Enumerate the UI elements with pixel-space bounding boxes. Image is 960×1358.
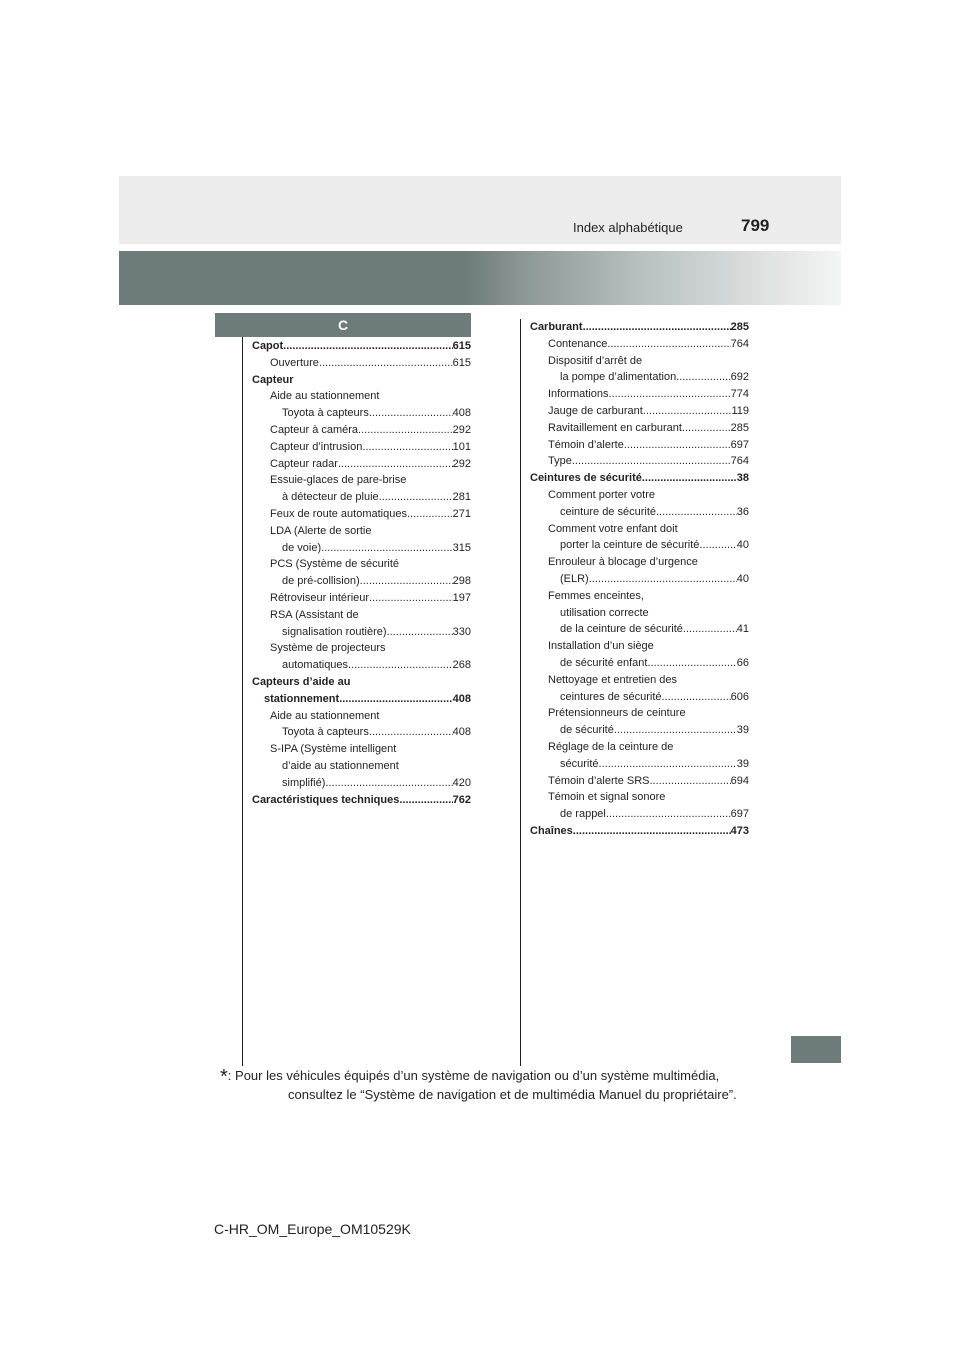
- index-entry: [530, 470, 749, 487]
- dot-leader: [642, 470, 737, 487]
- dot-leader: [572, 453, 731, 470]
- index-entry-label: de rappel: [560, 808, 606, 821]
- index-entry-label: Type: [548, 455, 572, 468]
- index-entry-page: 692: [730, 371, 749, 384]
- index-entry-page: 66: [736, 656, 749, 669]
- index-entry-label: Carburant: [530, 321, 583, 333]
- index-column-left: [252, 338, 471, 808]
- header-band: [119, 176, 841, 244]
- index-entry-page: 101: [452, 440, 471, 453]
- index-entry: [530, 336, 749, 353]
- gradient-band: [119, 251, 841, 305]
- index-entry: [530, 739, 749, 756]
- dot-leader: [379, 489, 453, 506]
- index-entry-label: Réglage de la ceinture de: [548, 740, 674, 753]
- index-entry-page: 694: [730, 774, 749, 787]
- index-entry-label: Témoin d’alerte SRS: [548, 774, 650, 787]
- index-entry-page: 774: [730, 388, 749, 401]
- index-entry-label: de pré-collision): [282, 575, 360, 588]
- index-entry-label: Caractéristiques techniques: [252, 793, 400, 806]
- index-entry-page: 420: [452, 776, 471, 789]
- index-entry-page: 119: [731, 404, 749, 417]
- index-entry-label: Capot: [252, 340, 284, 352]
- index-entry: [252, 556, 471, 573]
- index-entry-page: 39: [736, 757, 749, 770]
- index-entry: [252, 456, 471, 473]
- letter-heading: C: [215, 313, 471, 337]
- index-entry: [530, 353, 749, 370]
- index-entry-label: Informations: [548, 388, 609, 401]
- index-entry-page: 606: [730, 690, 749, 703]
- index-entry: [252, 792, 471, 809]
- index-entry-page: 762: [452, 793, 471, 806]
- dot-leader: [348, 657, 453, 674]
- index-entry-label: de sécurité enfant: [560, 656, 648, 669]
- index-entry-label: PCS (Système de sécurité: [270, 558, 399, 571]
- index-entry: [530, 521, 749, 538]
- dot-leader: [614, 722, 737, 739]
- index-entry-label: à détecteur de pluie: [282, 491, 379, 504]
- dot-leader: [573, 823, 731, 840]
- index-entry: [252, 506, 471, 523]
- index-entry-label: d’aide au stationnement: [282, 759, 399, 772]
- index-entry: [252, 338, 471, 355]
- index-entry-page: 298: [452, 575, 471, 588]
- index-entry: [530, 789, 749, 806]
- index-entry-label: S-IPA (Système intelligent: [270, 743, 397, 756]
- index-entry-page: 38: [736, 472, 749, 485]
- index-entry-label: Prétensionneurs de ceinture: [548, 707, 686, 720]
- index-entry: [252, 624, 471, 641]
- index-entry: [252, 741, 471, 758]
- index-entry: [252, 775, 471, 792]
- index-entry-label: (ELR): [560, 572, 589, 585]
- dot-leader: [650, 773, 731, 790]
- index-entry-label: porter la ceinture de sécurité: [560, 539, 700, 552]
- index-entry: [530, 571, 749, 588]
- index-entry: [530, 689, 749, 706]
- dot-leader: [283, 338, 452, 355]
- index-entry-label: Chaînes: [530, 824, 573, 837]
- section-title: Index alphabétique: [573, 220, 683, 235]
- index-entry: [530, 437, 749, 454]
- dot-leader: [387, 624, 453, 641]
- index-entry-label: Essuie-glaces de pare-brise: [270, 474, 407, 487]
- index-entry-page: 764: [730, 337, 749, 350]
- dot-leader: [339, 691, 452, 708]
- index-entry-page: 615: [452, 340, 471, 352]
- index-entry: [252, 724, 471, 741]
- index-entry-page: 408: [452, 692, 471, 705]
- index-entry: [530, 621, 749, 638]
- index-entry-page: 697: [730, 808, 749, 821]
- dot-leader: [624, 437, 731, 454]
- dot-leader: [360, 573, 453, 590]
- index-entry: [530, 319, 749, 336]
- index-entry-page: 292: [452, 423, 471, 436]
- index-entry: [530, 369, 749, 386]
- document-id: C-HR_OM_Europe_OM10529K: [214, 1221, 411, 1237]
- index-entry-page: 697: [730, 438, 749, 451]
- index-entry-label: Capteur d’intrusion: [270, 440, 363, 453]
- index-entry-label: Témoin et signal sonore: [548, 791, 666, 804]
- index-entry: [252, 590, 471, 607]
- index-entry: [252, 472, 471, 489]
- index-entry-page: 285: [730, 321, 749, 333]
- index-entry-label: utilisation correcte: [560, 606, 649, 619]
- index-entry-label: Système de projecteurs: [270, 642, 386, 655]
- dot-leader: [321, 540, 453, 557]
- index-entry-label: Ceintures de sécurité: [530, 472, 642, 485]
- dot-leader: [369, 405, 453, 422]
- dot-leader: [583, 319, 731, 336]
- index-entry-label: Comment votre enfant doit: [548, 522, 678, 535]
- dot-leader: [607, 336, 730, 353]
- index-entry: [530, 554, 749, 571]
- index-entry-label: signalisation routière): [282, 625, 387, 638]
- index-entry-label: Comment porter votre: [548, 488, 655, 501]
- dot-leader: [656, 504, 737, 521]
- index-entry: [530, 504, 749, 521]
- index-entry-page: 408: [452, 726, 471, 739]
- index-entry-label: de sécurité: [560, 724, 614, 737]
- chapter-side-tab: [791, 1036, 841, 1063]
- index-entry: [252, 640, 471, 657]
- index-entry-label: Toyota à capteurs: [282, 726, 369, 739]
- dot-leader: [325, 775, 452, 792]
- index-entry: [530, 386, 749, 403]
- index-entry: [530, 605, 749, 622]
- index-entry: [530, 823, 749, 840]
- index-entry-label: Enrouleur à blocage d’urgence: [548, 556, 698, 569]
- dot-leader: [606, 806, 731, 823]
- dot-leader: [647, 655, 736, 672]
- dot-leader: [589, 571, 737, 588]
- index-entry: [252, 708, 471, 725]
- index-entry: [252, 674, 471, 691]
- index-entry-label: Nettoyage et entretien des: [548, 673, 678, 686]
- index-entry-label: Aide au stationnement: [270, 390, 380, 403]
- index-entry-page: 330: [452, 625, 471, 638]
- index-column-right: [530, 319, 749, 840]
- index-entry-label: Aide au stationnement: [270, 709, 380, 722]
- index-entry: [252, 355, 471, 372]
- index-entry: [252, 573, 471, 590]
- dot-leader: [319, 355, 453, 372]
- index-entry: [252, 758, 471, 775]
- dot-leader: [399, 792, 452, 809]
- index-entry: [530, 453, 749, 470]
- index-entry: [530, 806, 749, 823]
- index-entry-label: Témoin d’alerte: [548, 438, 624, 451]
- index-entry-label: Femmes enceintes,: [548, 589, 644, 602]
- index-entry-label: de la ceinture de sécurité: [560, 623, 683, 636]
- index-entry-page: 271: [452, 507, 471, 520]
- index-entry-page: 615: [452, 356, 471, 369]
- dot-leader: [683, 621, 737, 638]
- index-entry-label: Capteur radar: [270, 457, 338, 470]
- index-entry: [530, 722, 749, 739]
- index-entry: [252, 405, 471, 422]
- index-entry: [530, 655, 749, 672]
- page-number: 799: [741, 216, 770, 235]
- dot-leader: [369, 590, 453, 607]
- index-entry-label: simplifié): [282, 776, 326, 789]
- index-entry-label: Ouverture: [270, 356, 319, 369]
- dot-leader: [362, 439, 452, 456]
- index-entry: [530, 403, 749, 420]
- index-entry-label: Dispositif d’arrêt de: [548, 354, 643, 367]
- index-entry: [530, 588, 749, 605]
- index-entry: [252, 691, 471, 708]
- index-entry: [530, 537, 749, 554]
- index-entry-label: Capteurs d’aide au: [252, 675, 351, 688]
- index-entry-page: 292: [452, 457, 471, 470]
- index-entry-page: 764: [730, 455, 749, 468]
- index-entry-label: Contenance: [548, 337, 608, 350]
- index-entry: [252, 489, 471, 506]
- dot-leader: [676, 369, 730, 386]
- index-entry-page: 40: [736, 539, 749, 552]
- index-entry: [530, 638, 749, 655]
- index-entry-page: 473: [730, 824, 749, 837]
- index-entry-page: 281: [452, 491, 471, 504]
- index-entry-page: 408: [452, 407, 471, 420]
- index-entry: [530, 756, 749, 773]
- index-entry-label: Feux de route automatiques: [270, 507, 407, 520]
- dot-leader: [609, 386, 731, 403]
- index-entry-page: 268: [452, 659, 471, 672]
- index-entry-label: sécurité: [560, 757, 599, 770]
- index-entry-page: 41: [736, 623, 749, 636]
- index-entry: [530, 773, 749, 790]
- index-entry: [252, 540, 471, 557]
- footnote-line-2: consultez le “Système de navigation et de multimédia Manuel du propriétaire”.: [288, 1087, 737, 1102]
- index-entry-label: stationnement: [264, 692, 340, 705]
- index-entry: [530, 487, 749, 504]
- footnote-marker: *: [220, 1066, 228, 1088]
- index-entry: [530, 420, 749, 437]
- index-entry-label: Capteur: [252, 373, 294, 386]
- index-entry: [530, 705, 749, 722]
- dot-leader: [599, 756, 737, 773]
- index-entry: [252, 388, 471, 405]
- dot-leader: [369, 724, 453, 741]
- index-entry: [252, 607, 471, 624]
- index-entry-label: automatiques: [282, 659, 349, 672]
- index-entry: [252, 657, 471, 674]
- dot-leader: [682, 420, 731, 437]
- index-entry-label: Toyota à capteurs: [282, 407, 369, 420]
- index-entry-page: 39: [736, 724, 749, 737]
- index-entry-label: RSA (Assistant de: [270, 608, 359, 621]
- index-entry: [252, 439, 471, 456]
- index-entry-label: LDA (Alerte de sortie: [270, 524, 372, 537]
- column-divider-middle: [520, 319, 521, 1066]
- index-entry: [252, 372, 471, 389]
- index-entry-label: Rétroviseur intérieur: [270, 591, 370, 604]
- index-entry-page: 315: [452, 541, 471, 554]
- index-entry-label: Installation d’un siège: [548, 640, 654, 653]
- dot-leader: [662, 689, 731, 706]
- index-entry-page: 40: [736, 572, 749, 585]
- index-entry-label: la pompe d’alimentation: [560, 371, 677, 384]
- index-entry-label: ceintures de sécurité: [560, 690, 662, 703]
- index-entry: [530, 672, 749, 689]
- dot-leader: [358, 422, 453, 439]
- index-entry-label: Jauge de carburant: [548, 404, 643, 417]
- column-divider-left: [242, 337, 243, 1066]
- index-entry-label: Ravitaillement en carburant: [548, 421, 682, 434]
- index-entry-page: 197: [452, 591, 471, 604]
- index-entry-label: ceinture de sécurité: [560, 505, 656, 518]
- index-entry: [252, 422, 471, 439]
- index-entry-label: Capteur à caméra: [270, 423, 359, 436]
- index-entry: [252, 523, 471, 540]
- footnote-line-1: : Pour les véhicules équipés d’un système de navigation ou d’un système multimédia,: [227, 1068, 720, 1083]
- dot-leader: [643, 403, 732, 420]
- dot-leader: [338, 456, 453, 473]
- dot-leader: [407, 506, 453, 523]
- index-entry-page: 36: [736, 505, 749, 518]
- index-entry-label: de voie): [282, 541, 322, 554]
- index-entry-page: 285: [730, 421, 749, 434]
- footnote: [220, 1066, 760, 1104]
- dot-leader: [699, 537, 736, 554]
